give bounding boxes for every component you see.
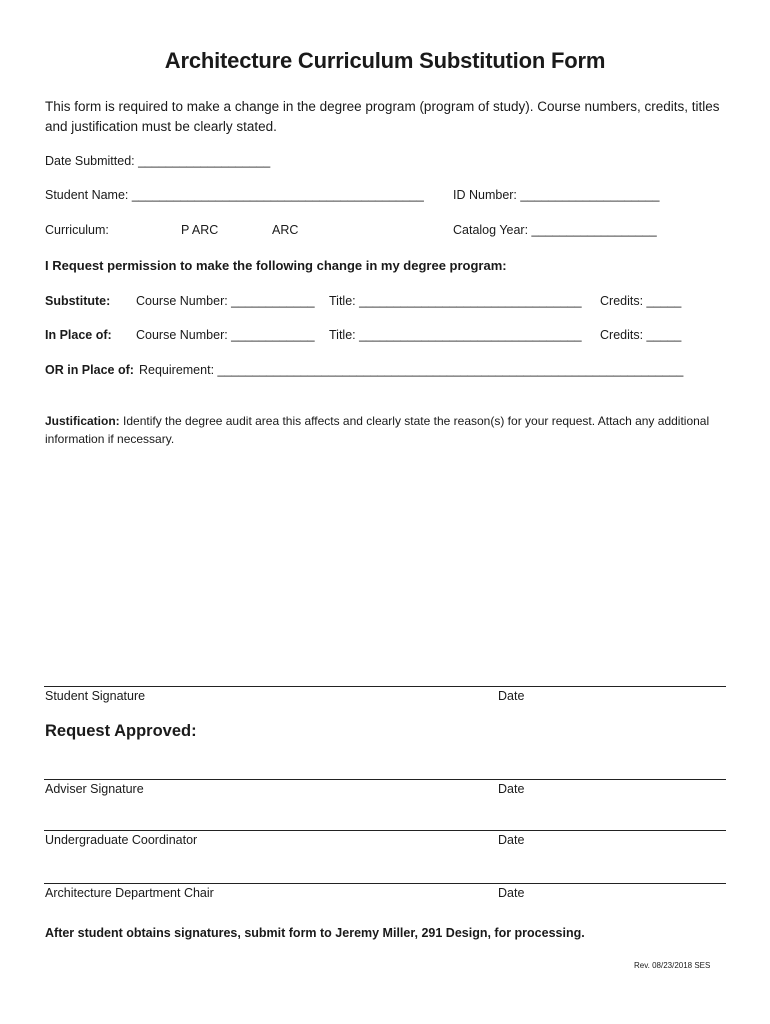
- or-in-place-of-label: OR in Place of:: [45, 363, 134, 377]
- student-date-label: Date: [498, 689, 525, 703]
- adviser-signature-line[interactable]: [44, 779, 726, 780]
- coordinator-date-label: Date: [498, 833, 525, 847]
- in-place-of-title-field[interactable]: Title: ________________________________: [329, 328, 582, 342]
- in-place-of-credits-field[interactable]: Credits: _____: [600, 328, 682, 342]
- form-title: Architecture Curriculum Substitution Form: [164, 48, 606, 73]
- curriculum-label: Curriculum:: [45, 223, 109, 237]
- adviser-date-label: Date: [498, 782, 525, 796]
- in-place-of-course-number-field[interactable]: Course Number: ____________: [136, 328, 315, 342]
- justification-instructions: Identify the degree audit area this affects and clearly state the reason(s) for your request. Attach any additional information if necessary.: [45, 414, 710, 446]
- substitute-title-field[interactable]: Title: ________________________________: [329, 294, 582, 308]
- form-instructions: This form is required to make a change in the degree program (program of study). Course numbers, credits, titles and justification must be clearly stated.: [45, 99, 720, 134]
- requirement-field[interactable]: Requirement: ___________________________________________________________________: [139, 363, 684, 377]
- catalog-year-field[interactable]: Catalog Year: __________________: [453, 223, 657, 237]
- substitute-course-number-field[interactable]: Course Number: ____________: [136, 294, 315, 308]
- date-submitted-field[interactable]: Date Submitted: ___________________: [45, 154, 271, 168]
- chair-signature-label: Architecture Department Chair: [45, 886, 214, 900]
- substitute-credits-field[interactable]: Credits: _____: [600, 294, 682, 308]
- student-name-field[interactable]: Student Name: __________________________________________: [45, 188, 424, 202]
- chair-date-label: Date: [498, 886, 525, 900]
- request-approved-heading: Request Approved:: [45, 722, 197, 740]
- chair-signature-line[interactable]: [44, 883, 726, 884]
- justification-label: Justification:: [45, 414, 120, 428]
- student-signature-label: Student Signature: [45, 689, 146, 703]
- adviser-signature-label: Adviser Signature: [45, 782, 144, 796]
- justification-section[interactable]: [45, 412, 715, 448]
- student-signature-line[interactable]: [44, 686, 726, 687]
- coordinator-signature-line[interactable]: [44, 830, 726, 831]
- id-number-field[interactable]: ID Number: ____________________: [453, 188, 660, 202]
- revision-note: Rev. 08/23/2018 SES: [634, 961, 711, 970]
- request-heading: I Request permission to make the following change in my degree program:: [45, 258, 507, 273]
- curriculum-option-parc[interactable]: P ARC: [181, 223, 219, 237]
- substitute-label: Substitute:: [45, 294, 111, 308]
- curriculum-option-arc[interactable]: ARC: [272, 223, 299, 237]
- coordinator-signature-label: Undergraduate Coordinator: [45, 833, 198, 847]
- submission-instructions: After student obtains signatures, submit form to Jeremy Miller, 291 Design, for processing.: [45, 926, 585, 940]
- in-place-of-label: In Place of:: [45, 328, 112, 342]
